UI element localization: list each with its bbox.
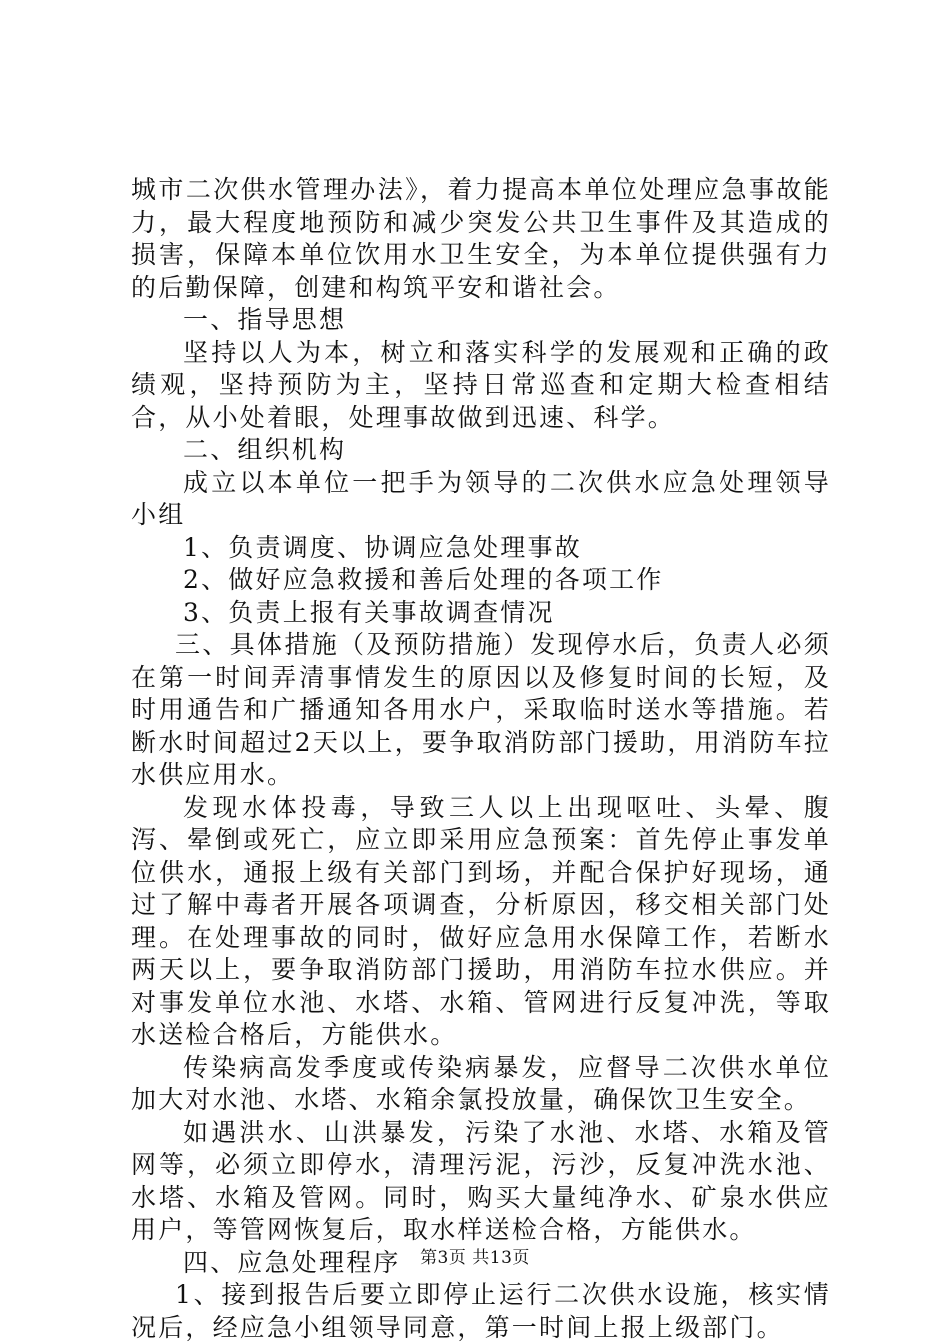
paragraph-measures-water-outage: 三、具体措施（及预防措施）发现停水后，负责人必须在第一时间弄清事情发生的原因以及修复时间的长短，及时用通告和广播通知各用水户，采取临时送水等措施。若断水时间超过2天以上，要争取消防部门援助，用消防车拉水供应用水。 <box>131 630 831 789</box>
section-heading-procedure: 四、应急处理程序 <box>183 1247 401 1277</box>
list-item-duty-1: 1、负责调度、协调应急处理事故 <box>183 532 582 562</box>
paragraph-measures-epidemic: 传染病高发季度或传染病暴发，应督导二次供水单位加大对水池、水塔、水箱余氯投放量，确保饮卫生安全。 <box>131 1052 831 1114</box>
page-number-footer: 第3页 共13页 <box>420 1248 530 1268</box>
paragraph-measures-poisoning: 发现水体投毒，导致三人以上出现呕吐、头晕、腹泻、晕倒或死亡，应立即采用应急预案：首先停止事发单位供水，通报上级有关部门到场，并配合保护好现场，通过了解中毒者开展各项调查，分析原因，移交相关部门处理。在处理事故的同时，做好应急用水保障工作，若断水两天以上，要争取消防部门援助，用消防车拉水供应。并对事发单位水池、水塔、水箱、管网进行反复冲洗，等取水送检合格后，方能供水。 <box>131 792 831 1049</box>
paragraph-procedure-step-1: 1、接到报告后要立即停止运行二次供水设施，核实情况后，经应急小组领导同意，第一时间上报上级部门。 <box>131 1280 831 1342</box>
document-body <box>131 174 831 1344</box>
paragraph-organization: 成立以本单位一把手为领导的二次供水应急处理领导小组 <box>131 467 831 529</box>
section-heading-guiding-ideology: 一、指导思想 <box>183 305 347 334</box>
paragraph-continuation: 城市二次供水管理办法》，着力提高本单位处理应急事故能力，最大程度地预防和减少突发公共卫生事件及其造成的损害，保障本单位饮用水卫生安全，为本单位提供强有力的后勤保障，创建和构筑平安和谐社会。 <box>131 175 831 302</box>
paragraph-guiding-ideology: 坚持以人为本，树立和落实科学的发展观和正确的政绩观，坚持预防为主，坚持日常巡查和定期大检查相结合，从小处着眼，处理事故做到迅速、科学。 <box>131 337 831 432</box>
list-item-duty-2: 2、做好应急救援和善后处理的各项工作 <box>183 565 664 594</box>
section-heading-organization: 二、组织机构 <box>183 435 347 464</box>
paragraph-measures-flood: 如遇洪水、山洪暴发，污染了水池、水塔、水箱及管网等，必须立即停水，清理污泥，污沙，反复冲洗水池、水塔、水箱及管网。同时，购买大量纯净水、矿泉水供应用户，等管网恢复后，取水样送检合格，方能供水。 <box>131 1117 831 1244</box>
list-item-duty-3: 3、负责上报有关事故调查情况 <box>183 597 555 627</box>
